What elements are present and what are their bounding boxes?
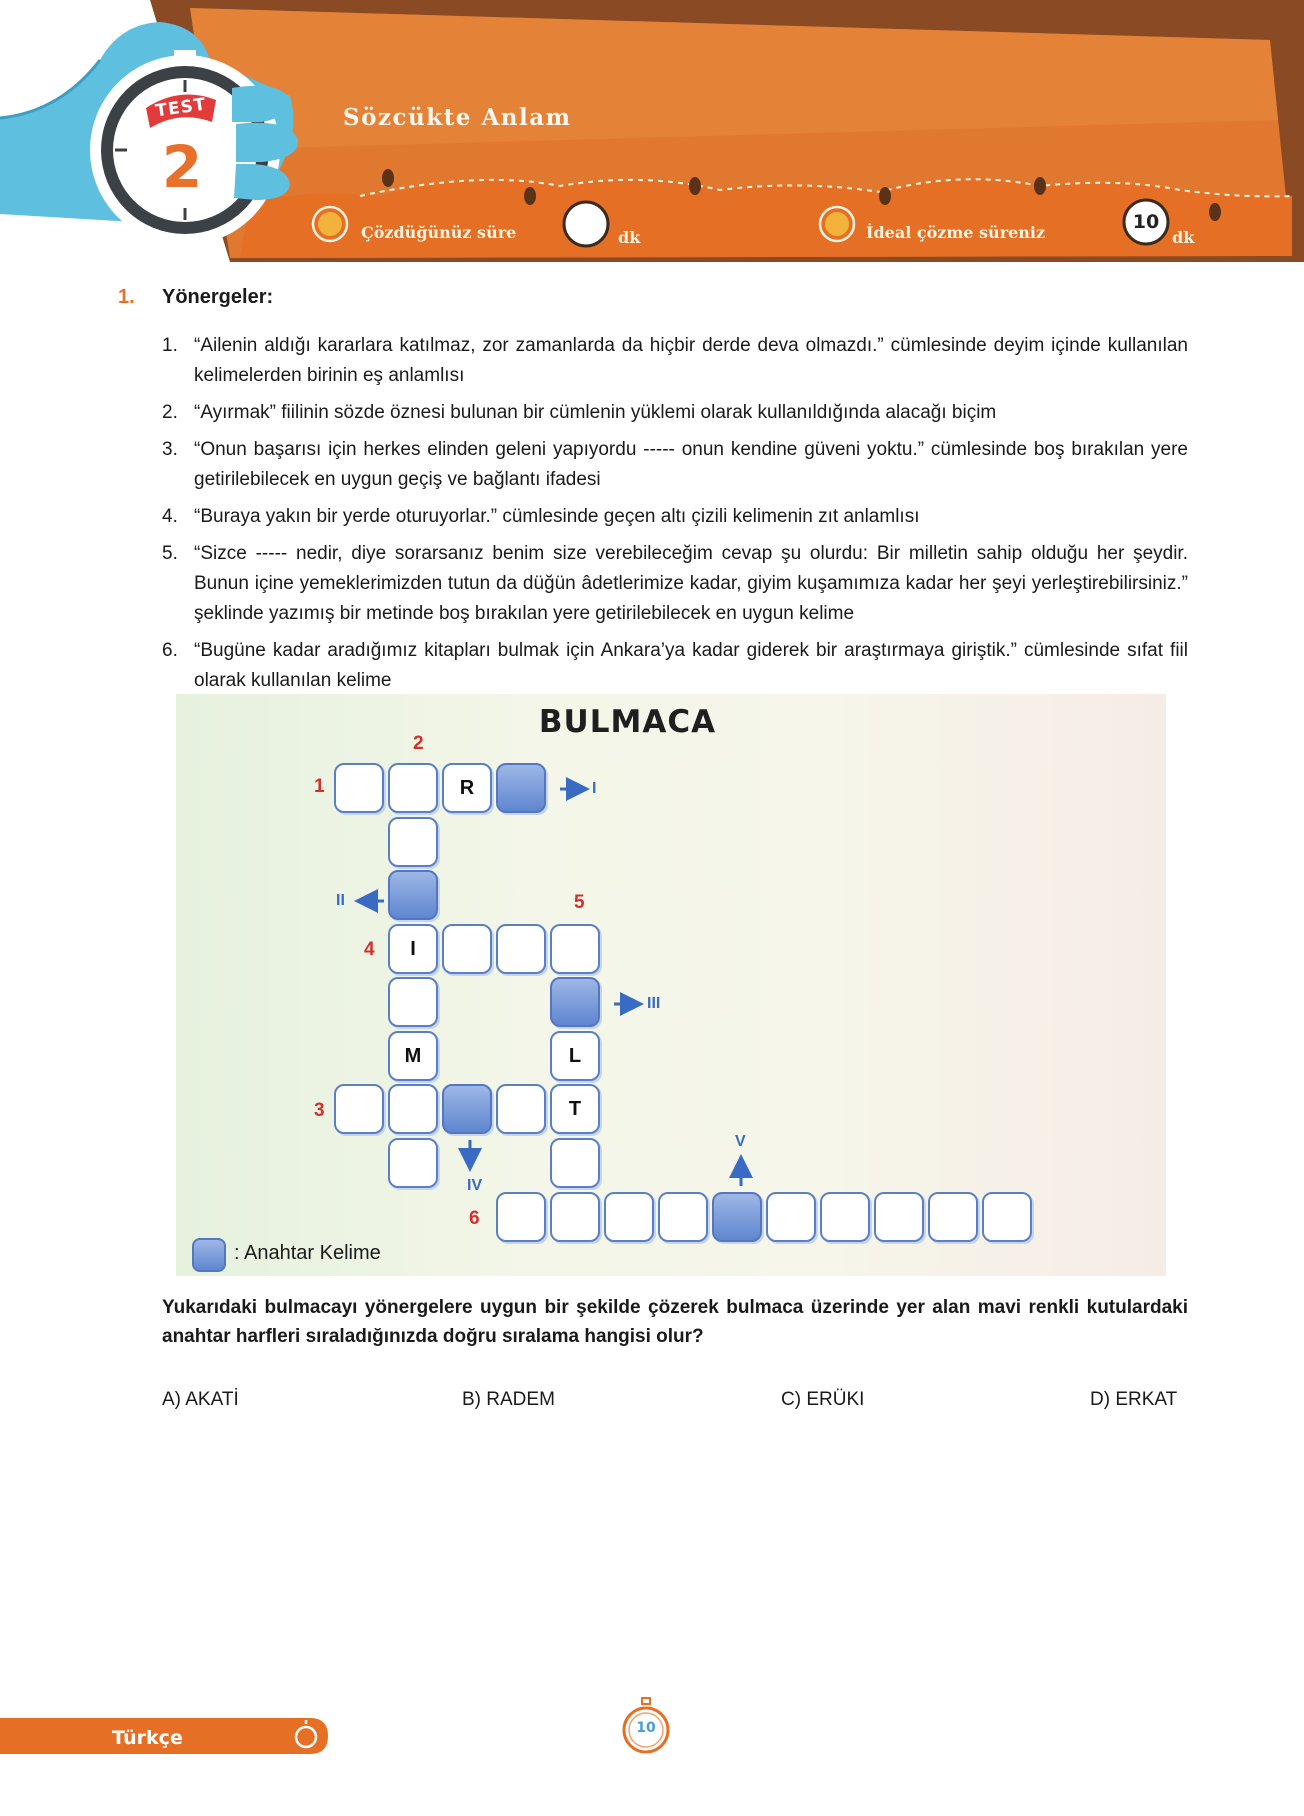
crossword-cell[interactable]: I bbox=[388, 924, 438, 974]
test-number: 2 bbox=[161, 133, 203, 201]
legend-key-swatch bbox=[192, 1238, 226, 1272]
clue-number-5: 5 bbox=[574, 892, 585, 913]
test-label: TEST bbox=[154, 94, 208, 122]
instruction-item: 4. “Buraya yakın bir yerde oturuyorlar.” cümlesinde geçen altı çizili kelimenin zıt anlamlısı bbox=[162, 506, 920, 527]
page-number: 10 bbox=[636, 1720, 656, 1736]
option-c[interactable]: C) ERÜKI bbox=[781, 1389, 865, 1410]
solved-time-label: Çözdüğünüz süre bbox=[361, 223, 517, 242]
solved-time-unit: dk bbox=[618, 228, 641, 247]
clue-number-1: 1 bbox=[314, 776, 325, 797]
clue-number-6: 6 bbox=[469, 1208, 480, 1229]
instruction-item: 6. “Bugüne kadar aradığımız kitapları bulmak için Ankara’ya kadar giderek bir araştırmaya giriştik.” cümlesinde sıfat fiil olarak kullanılan kelime bbox=[162, 640, 1188, 691]
instruction-item: 1. “Ailenin aldığı kararlara katılmaz, zor zamanlarda da hiçbir derde deva olmazdı.” cümlesinde deyim içinde kullanılan kelimelerden birinin eş anlamlısı bbox=[162, 335, 1188, 386]
instruction-item: 3. “Onun başarısı için herkes elinden geleni yapıyordu ----- onun kendine güveni yoktu.” cümlesinde boş bırakılan yere getirilebilecek en uygun geçiş ve bağlantı ifadesi bbox=[162, 439, 1188, 490]
crossword-cell[interactable]: R bbox=[442, 763, 492, 813]
question-prompt: Yukarıdaki bulmacayı yönergelere uygun bir şekilde çözerek bulmaca üzerinde yer alan mavi renkli kutulardaki anahtar harfleri sıraladığınızda doğru sıralama hangisi olur? bbox=[162, 1297, 1188, 1347]
key-marker-ii: II bbox=[336, 892, 345, 909]
instruction-item: 2. “Ayırmak” fiilinin sözde öznesi bulunan bir cümlenin yüklemi olarak kullanıldığında alacağı biçim bbox=[162, 402, 997, 423]
crossword-cell[interactable]: T bbox=[550, 1084, 600, 1134]
ideal-time-label: İdeal çözme süreniz bbox=[866, 223, 1046, 242]
question-number: 1. bbox=[118, 286, 135, 308]
ideal-time-value: 10 bbox=[1132, 211, 1160, 233]
ideal-time-unit: dk bbox=[1172, 228, 1195, 247]
question-heading: Yönergeler: bbox=[162, 286, 274, 308]
option-a[interactable]: A) AKATİ bbox=[162, 1389, 239, 1410]
clue-number-4: 4 bbox=[364, 939, 375, 960]
puzzle-title: BULMACA bbox=[538, 704, 717, 740]
clue-number-3: 3 bbox=[314, 1100, 325, 1121]
key-marker-iv: IV bbox=[467, 1177, 483, 1194]
legend-label: : Anahtar Kelime bbox=[234, 1242, 381, 1264]
key-marker-iii: III bbox=[647, 995, 661, 1012]
crossword-cell[interactable]: M bbox=[388, 1031, 438, 1081]
key-marker-v: V bbox=[735, 1133, 746, 1150]
footer-subject: Türkçe bbox=[112, 1727, 183, 1749]
key-marker-i: I bbox=[592, 780, 597, 797]
option-d[interactable]: D) ERKAT bbox=[1090, 1389, 1178, 1410]
page-title: Sözcükte Anlam bbox=[343, 104, 572, 131]
option-b[interactable]: B) RADEM bbox=[462, 1389, 555, 1410]
instruction-item: 5. “Sizce ----- nedir, diye sorarsanız benim size verebileceğim cevap şu olurdu: Bir milletin sahip olduğu her şeydir. Bunun içine yemeklerimizden tutun da düğün âdetlerimize kadar, giyim kuşamımıza kadar her şeyi yerleştirebilirsiniz.” şeklinde yazımış bir metinde boş bırakılan yere getirilebilecek en uygun kelime bbox=[162, 543, 1188, 624]
crossword-cell[interactable]: L bbox=[550, 1031, 600, 1081]
clue-number-2: 2 bbox=[413, 733, 424, 754]
